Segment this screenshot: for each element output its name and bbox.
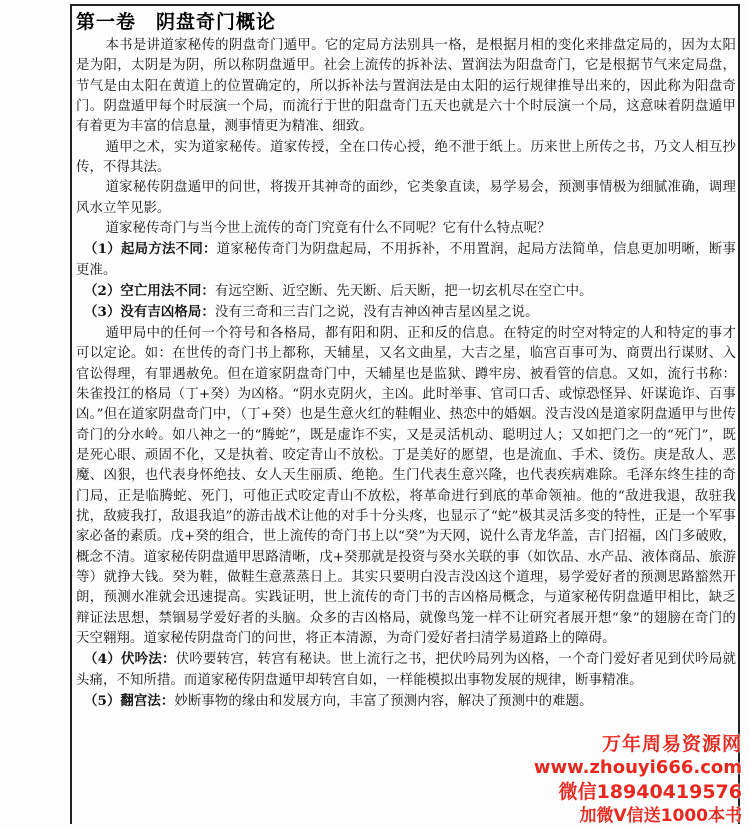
list-item — [76, 281, 736, 302]
paragraph-question: 道家秘传奇门与当今世上流传的奇门究竟有什么不同呢？它有什么特点呢？ — [105, 221, 551, 237]
item-label: （1）起局方法不同： — [84, 241, 217, 258]
body-text — [76, 36, 736, 712]
watermark-contact: 微信18940419576 — [558, 781, 742, 803]
item-label: （2）空亡用法不同： — [84, 283, 215, 300]
list-item — [76, 649, 736, 691]
item-text: 妙断事物的缘由和发展方向，丰富了预测内容，解决了预测中的难题。 — [174, 694, 593, 709]
watermark — [534, 732, 742, 828]
paragraph-intro: 本书是讲道家秘传的阴盘奇门遁甲。它的定局方法别具一格，是根据月相的变化来排盘定局的，因为太阳是为阳，太阴是为阴，所以称阴盘遁甲。社会上流传的拆补法、置润法为阳盘奇门，它是根据节气来定局盘，节气是由太阳在黄道上的位置确定的，所以拆补法与置润法是由太阳的运行规律推导出来的，因此称为阳盘奇门。阴盘遁甲每个时辰演一个局，而流行于世的阳盘奇门五天也就是六十个时辰演一个局，这意味着阴盘遁甲有着更为丰富的信息量，测事情更为精准、细致。 — [76, 38, 736, 135]
watermark-line: 万年周易资源网 — [601, 733, 742, 755]
item-text: 伏吟要转宫，转宫有秘诀。世上流行之书，把伏吟局列为凶格，一个奇门爱好者见到伏吟局就头痛，不知所措。而道家秘传阴盘遁甲却转宫自如，一样能模拟出事物发展的规律，断事精准。 — [76, 652, 736, 688]
paragraph-secret: 遁甲之术，实为道家秘传。道家传授，全在口传心授，绝不泄于纸上。历来世上所传之书，乃文人相互抄传，不得其法。 — [76, 139, 736, 176]
item-label: （3）没有吉凶格局： — [84, 304, 215, 321]
item-label: （5）翻宫法： — [84, 693, 175, 709]
item-text: 没有三奇和三吉门之说，没有吉神凶神吉星凶星之说。 — [214, 305, 539, 321]
item-label: （4）伏吟法： — [84, 651, 176, 668]
watermark-promo: 加微V信送1000本书 — [579, 806, 742, 826]
paragraph-debut: 道家秘传阴盘遁甲的问世，将拨开其神奇的面纱，它类象直读，易学易会，预测事情极为细腻准确，调理风水立竿见影。 — [76, 180, 736, 216]
watermark-url: www.zhouyi666.com — [533, 757, 742, 778]
list-item — [76, 239, 736, 281]
chapter-title: 第一卷 阴盘奇门概论 — [76, 11, 277, 33]
item-text: 有远空断、近空断、先天断、后天断，把一切玄机尽在空亡中。 — [214, 284, 593, 300]
paragraph-long: 遁甲局中的任何一个符号和各格局，都有阳和阴、正和反的信息。在特定的时空对特定的人和特定的事才可以定论。如：在世传的奇门书上都称，天辅星，又名文曲星，大吉之星，临宫百事可为、商贾出行谋财、入官讼得理，有罪遇赦免。但在道家阴盘奇门中，天辅星也是监狱、蹲牢房、被看管的信息。又如，流行书称：朱雀投江的格局（丁+癸）为凶格。“阴水克阴火，主凶。此时举事、官司口舌、或惊恐怪异、奸谋诡诈、百事凶。”但在道家阴盘奇门中，（丁+癸）也是生意火红的鞋帽业、热恋中的婚姻。没吉没凶是道家阴盘遁甲与世传奇门的分水岭。如八神之一的“腾蛇”，既是虚诈不实，又是灵活机动、聪明过人；又如把门之一的“死门”，既是死心眼、顽固不化，又是执着、咬定青山不放松。丁是美好的愿望，也是流血、手术、烫伤。庚是敌人、恶魔、凶狠，也代表身怀绝技、女人天生丽质、绝艳。生门代表生意兴隆，也代表疾病难除。毛泽东终生挂的奇门局，正是临腾蛇、死门，可他正式咬定青山不放松，将革命进行到底的革命领袖。他的“敌进我退，敌驻我扰，敌疲我打，敌退我追”的游击战术让他的对手十分头疼，也显示了“蛇”极其灵活多变的特性，正是一个军事家必备的素质。戊+癸的组合，世上流传的奇门书上以“癸”为天网，说什么青龙华盖，吉门招福，凶门多破败，概念不清。道家秘传阴盘遁甲思路清晰，戊+癸那就是投资与癸水关联的事（如饮品、水产品、液体商品、旅游等）就挣大钱。癸为鞋，做鞋生意蒸蒸日上。其实只要明白没吉没凶这个道理，易学爱好者的预测思路豁然开朗，预测水准就会迅速提高。实践证明，世上流传的奇门书的吉凶格局概念，与道家秘传阴盘遁甲相比，缺乏辩证法思想，禁锢易学爱好者的头脑。众多的吉凶格局，就像鸟笼一样不让研究者展开想“象”的翅膀在奇门的天空翱翔。道家秘传阴盘奇门的问世，将正本清源，为奇门爱好者扫清学易道路上的障碍。 — [76, 325, 736, 646]
list-item — [76, 691, 736, 712]
list-item — [76, 302, 736, 323]
item-text: 道家秘传奇门为阴盘起局，不用拆补，不用置润，起局方法简单，信息更加明晰，断事更准。 — [76, 242, 736, 278]
